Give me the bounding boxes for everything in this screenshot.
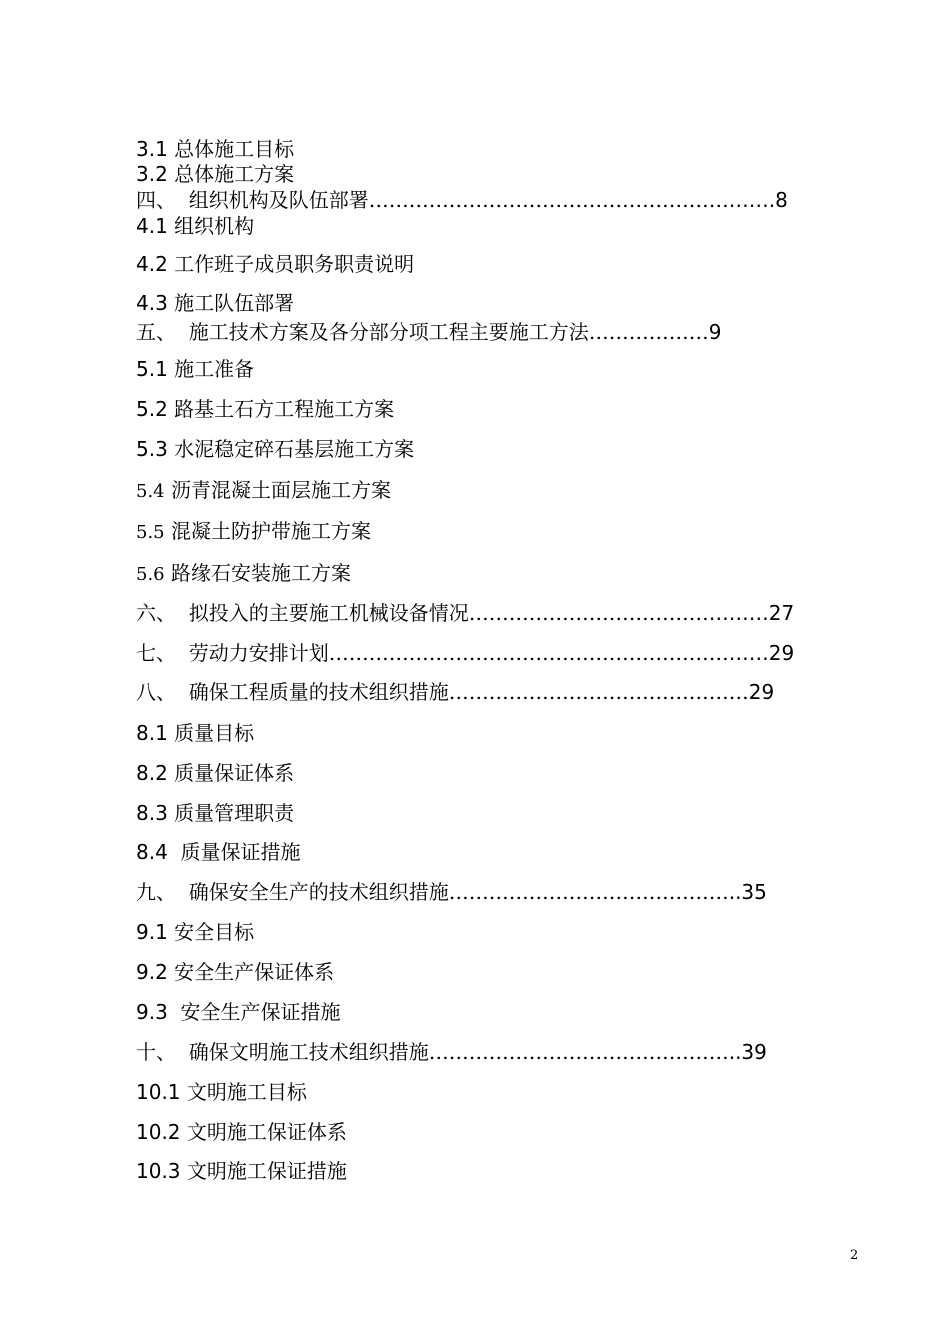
toc-entry-5-4[interactable]: 5.4 沥青混凝土面层施工方案	[136, 478, 391, 502]
toc-chapter-10[interactable]: 十、 确保文明施工技术组织措施………………………………………..39	[136, 1040, 767, 1064]
toc-entry-4-3[interactable]: 4.3 施工队伍部署	[136, 291, 295, 315]
toc-chapter-6[interactable]: 六、 拟投入的主要施工机械设备情况………………………………………27	[136, 601, 795, 625]
toc-entry-5-5[interactable]: 5.5 混凝土防护带施工方案	[136, 519, 371, 543]
toc-entry-9-1[interactable]: 9.1 安全目标	[136, 920, 255, 944]
toc-entry-10-1[interactable]: 10.1 文明施工目标	[136, 1080, 307, 1104]
toc-entry-8-4[interactable]: 8.4 质量保证措施	[136, 840, 301, 864]
toc-entry-5-2[interactable]: 5.2 路基土石方工程施工方案	[136, 397, 395, 421]
toc-entry-8-1[interactable]: 8.1 质量目标	[136, 721, 255, 745]
toc-entry-3-1[interactable]: 3.1 总体施工目标	[136, 137, 295, 161]
toc-entry-10-3[interactable]: 10.3 文明施工保证措施	[136, 1159, 347, 1183]
toc-entry-3-2[interactable]: 3.2 总体施工方案	[136, 162, 295, 186]
toc-entry-10-2[interactable]: 10.2 文明施工保证体系	[136, 1120, 347, 1144]
toc-entry-4-1[interactable]: 4.1 组织机构	[136, 214, 255, 238]
toc-chapter-8[interactable]: 八、 确保工程质量的技术组织措施………………………………………29	[136, 680, 775, 704]
toc-entry-4-2[interactable]: 4.2 工作班子成员职务职责说明	[136, 252, 415, 276]
toc-entry-8-3[interactable]: 8.3 质量管理职责	[136, 801, 295, 825]
toc-chapter-9[interactable]: 九、 确保安全生产的技术组织措施……………………………………..35	[136, 880, 767, 904]
toc-entry-9-2[interactable]: 9.2 安全生产保证体系	[136, 960, 335, 984]
toc-chapter-4[interactable]: 四、 组织机构及队伍部署…………………………………………………….8	[136, 188, 788, 212]
toc-entry-5-1[interactable]: 5.1 施工准备	[136, 357, 255, 381]
page-number: 2	[850, 1248, 859, 1263]
toc-entry-5-3[interactable]: 5.3 水泥稳定碎石基层施工方案	[136, 437, 415, 461]
toc-chapter-7[interactable]: 七、 劳动力安排计划…………………………………………………………29	[136, 641, 795, 665]
toc-entry-9-3[interactable]: 9.3 安全生产保证措施	[136, 1000, 341, 1024]
toc-entry-8-2[interactable]: 8.2 质量保证体系	[136, 761, 295, 785]
toc-chapter-5[interactable]: 五、 施工技术方案及各分部分项工程主要施工方法………………9	[136, 320, 722, 344]
toc-entry-5-6[interactable]: 5.6 路缘石安装施工方案	[136, 561, 351, 585]
